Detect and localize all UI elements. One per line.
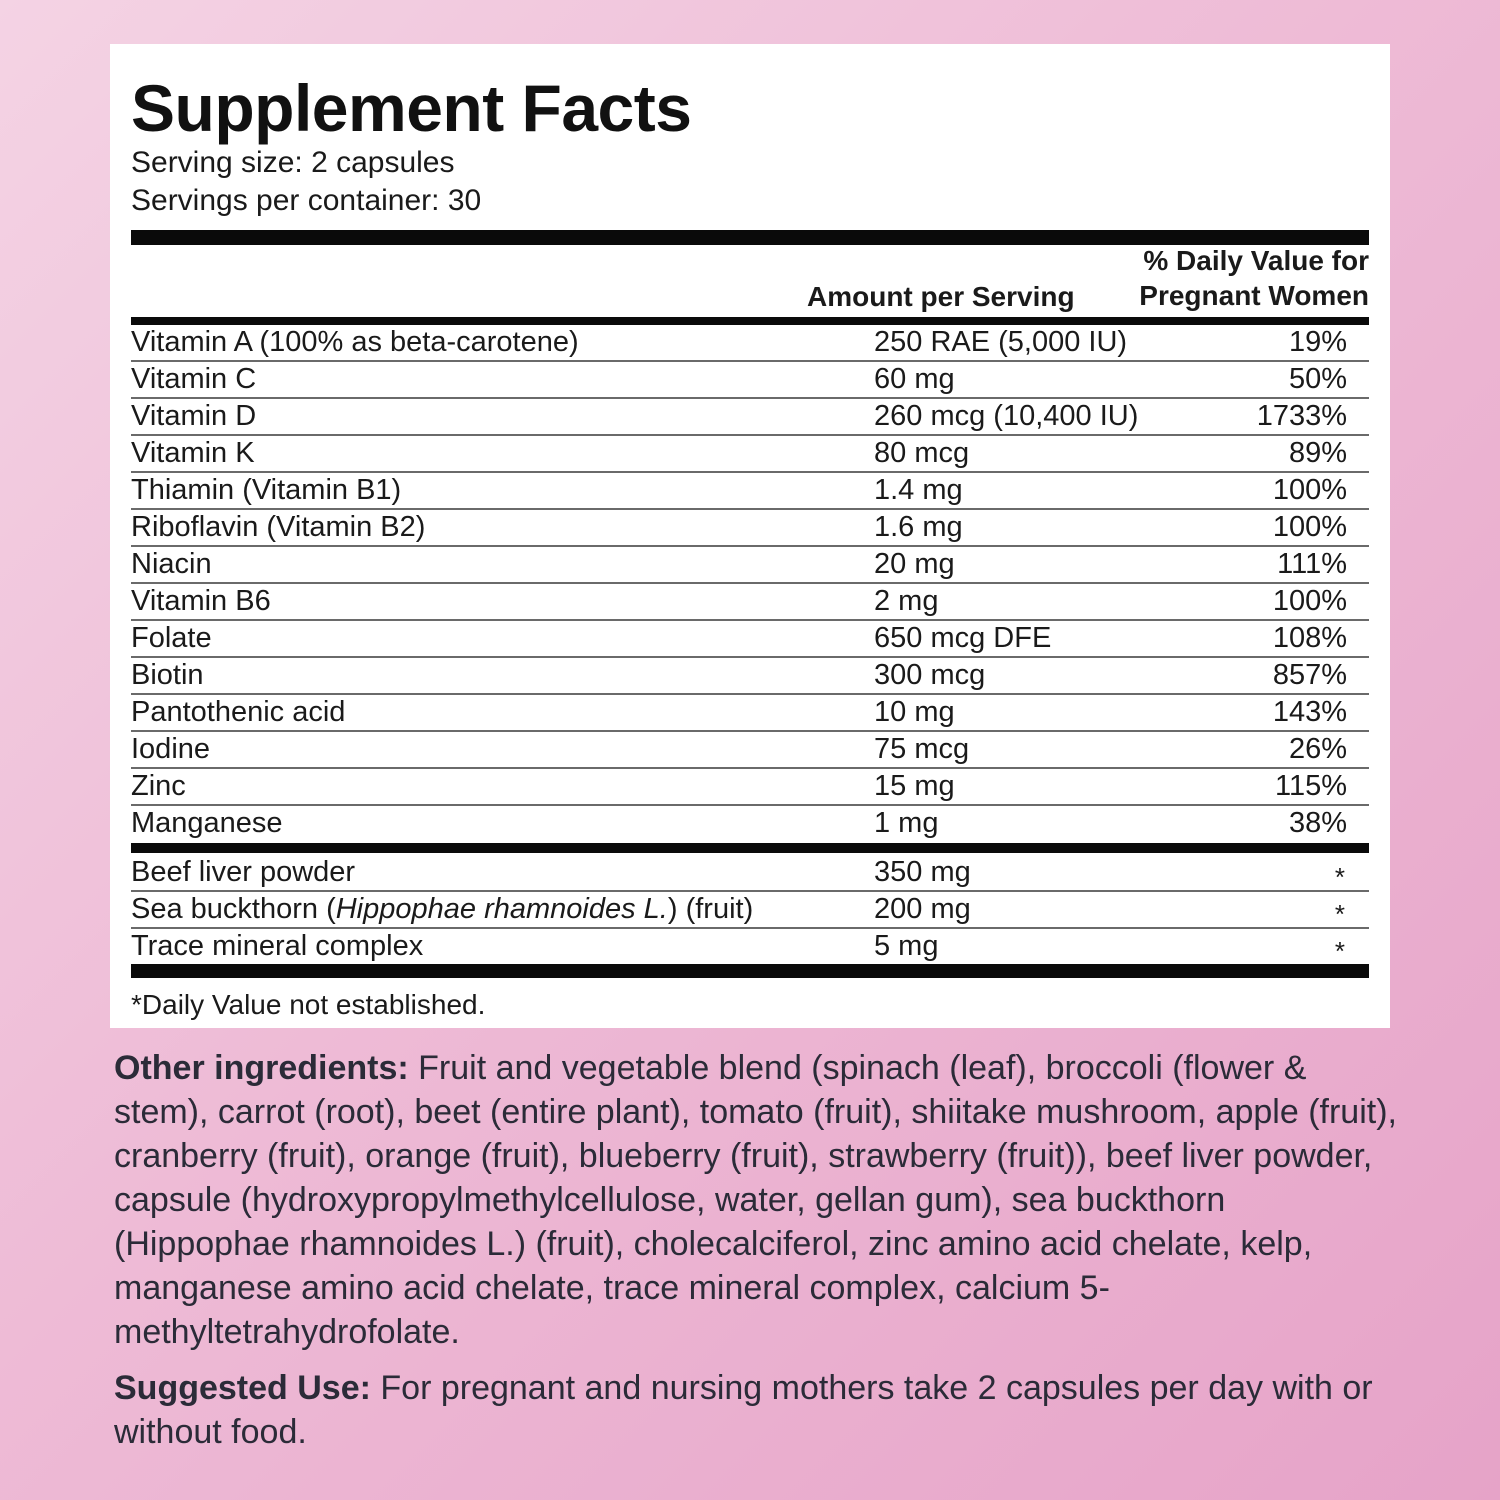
nutrient-amount: 60 mg: [874, 363, 955, 395]
other-ingredients-label: Other ingredients:: [114, 1049, 409, 1087]
page-title: Supplement Facts: [131, 71, 692, 145]
ingredient-amount: 5 mg: [874, 930, 939, 962]
nutrient-daily-value: 38%: [1288, 807, 1347, 839]
table-row: [131, 473, 1369, 510]
table-row: [131, 584, 1369, 621]
ingredient-name-latin: Hippophae rhamnoides L.: [335, 893, 668, 925]
nutrient-name: Manganese: [131, 807, 283, 839]
other-ingredients-text: Fruit and vegetable blend (spinach (leaf), broccoli (flower & stem), carrot (root), beet (entire plant), tomato (fruit), shiitake mushroom, apple (fruit), cranberry (fruit), orange (fruit), blueberry (fruit), strawberry (fruit)), beef liver powder, capsule (hydroxypropylmethylcellulose, water, gellan gum), sea buckthorn (Hippophae rhamnoides L.) (fruit), cholecalciferol, zinc amino acid chelate, kelp, manganese amino acid chelate, trace mineral complex, calcium 5-methyltetrahydrofolate.: [114, 1049, 1397, 1351]
table-row: [131, 658, 1369, 695]
table-row: [131, 929, 1369, 964]
daily-value-column-header: [1139, 243, 1369, 313]
nutrient-amount: 1.6 mg: [874, 511, 963, 543]
nutrient-daily-value: 115%: [1274, 770, 1347, 802]
nutrient-name: Biotin: [131, 659, 204, 691]
nutrient-name: Iodine: [131, 733, 211, 765]
nutrient-name: Pantothenic acid: [131, 696, 346, 728]
nutrient-amount: 650 mcg DFE: [874, 622, 1052, 654]
nutrient-daily-value: 1733%: [1256, 400, 1347, 432]
nutrient-table: [131, 325, 1369, 841]
nutrient-name: Vitamin A (100% as beta-carotene): [131, 326, 579, 358]
nutrient-daily-value: 19%: [1288, 326, 1347, 358]
nutrient-daily-value: 100%: [1272, 474, 1347, 506]
nutrient-amount: 300 mcg: [874, 659, 986, 691]
suggested-use-label: Suggested Use:: [114, 1369, 371, 1407]
serving-size: Serving size: 2 capsules: [131, 146, 455, 179]
servings-per-container: Servings per container: 30: [131, 184, 482, 217]
nutrient-name: Folate: [131, 622, 212, 654]
divider-thick: [131, 843, 1369, 853]
nutrient-amount: 80 mcg: [874, 437, 970, 469]
table-row: [131, 806, 1369, 841]
table-row: [131, 732, 1369, 769]
daily-value-header-line2: Pregnant Women: [1139, 280, 1369, 311]
nutrient-daily-value: 143%: [1272, 696, 1347, 728]
table-row: [131, 855, 1369, 892]
nutrient-amount: 20 mg: [874, 548, 955, 580]
nutrient-daily-value: 89%: [1288, 437, 1347, 469]
divider-thick: [131, 964, 1369, 978]
nutrient-daily-value: 100%: [1272, 511, 1347, 543]
nutrient-daily-value: 100%: [1272, 585, 1347, 617]
ingredient-name: Beef liver powder: [131, 856, 356, 888]
table-row: [131, 621, 1369, 658]
nutrient-amount: 2 mg: [874, 585, 939, 617]
table-row: [131, 399, 1369, 436]
ingredient-amount: 200 mg: [874, 893, 971, 925]
footnote: *Daily Value not established.: [131, 989, 486, 1020]
nutrient-daily-value: 108%: [1272, 622, 1347, 654]
nutrient-daily-value: 857%: [1272, 659, 1347, 691]
table-row: [131, 510, 1369, 547]
nutrient-amount: 260 mcg (10,400 IU): [874, 400, 1139, 432]
table-row: [131, 547, 1369, 584]
table-row: [131, 436, 1369, 473]
ingredient-amount: 350 mg: [874, 856, 971, 888]
nutrient-daily-value: 111%: [1277, 548, 1347, 580]
ingredient-name: [131, 893, 753, 926]
ingredient-daily-value: *: [1334, 862, 1345, 892]
nutrient-name: Vitamin D: [131, 400, 257, 432]
nutrient-name: Vitamin B6: [131, 585, 271, 617]
ingredient-daily-value: *: [1334, 899, 1345, 929]
column-headers: [131, 245, 1369, 317]
table-row: [131, 695, 1369, 732]
table-row: [131, 892, 1369, 929]
nutrient-name: Niacin: [131, 548, 212, 580]
nutrient-name: Vitamin K: [131, 437, 255, 469]
nutrient-daily-value: 50%: [1288, 363, 1347, 395]
daily-value-header-line1: % Daily Value for: [1143, 245, 1369, 276]
nutrient-name: Riboflavin (Vitamin B2): [131, 511, 426, 543]
nutrient-amount: 15 mg: [874, 770, 955, 802]
ingredient-daily-value: *: [1334, 936, 1345, 966]
table-row: [131, 325, 1369, 362]
ingredient-name: Trace mineral complex: [131, 930, 424, 962]
supplement-facts-content: [131, 72, 1369, 1022]
nutrient-amount: 10 mg: [874, 696, 955, 728]
other-ingredients-paragraph: [114, 1046, 1404, 1354]
nutrient-amount: 1 mg: [874, 807, 939, 839]
nutrient-daily-value: 26%: [1288, 733, 1347, 765]
divider-medium: [131, 317, 1369, 325]
nutrient-amount: 75 mcg: [874, 733, 970, 765]
ingredient-name-post: ) (fruit): [667, 893, 754, 925]
supplement-facts-panel: [110, 44, 1390, 1028]
nutrient-name: Zinc: [131, 770, 186, 802]
table-row: [131, 362, 1369, 399]
suggested-use-text: For pregnant and nursing mothers take 2 capsules per day with or without food.: [114, 1369, 1373, 1451]
nutrient-name: Thiamin (Vitamin B1): [131, 474, 402, 506]
nutrient-amount: 250 RAE (5,000 IU): [874, 326, 1128, 358]
amount-column-header: Amount per Serving: [807, 281, 1075, 312]
other-ingredients-table: [131, 855, 1369, 964]
nutrient-name: Vitamin C: [131, 363, 257, 395]
table-row: [131, 769, 1369, 806]
nutrient-amount: 1.4 mg: [874, 474, 963, 506]
ingredient-name-pre: Sea buckthorn (: [131, 893, 336, 925]
suggested-use-paragraph: [114, 1366, 1404, 1454]
